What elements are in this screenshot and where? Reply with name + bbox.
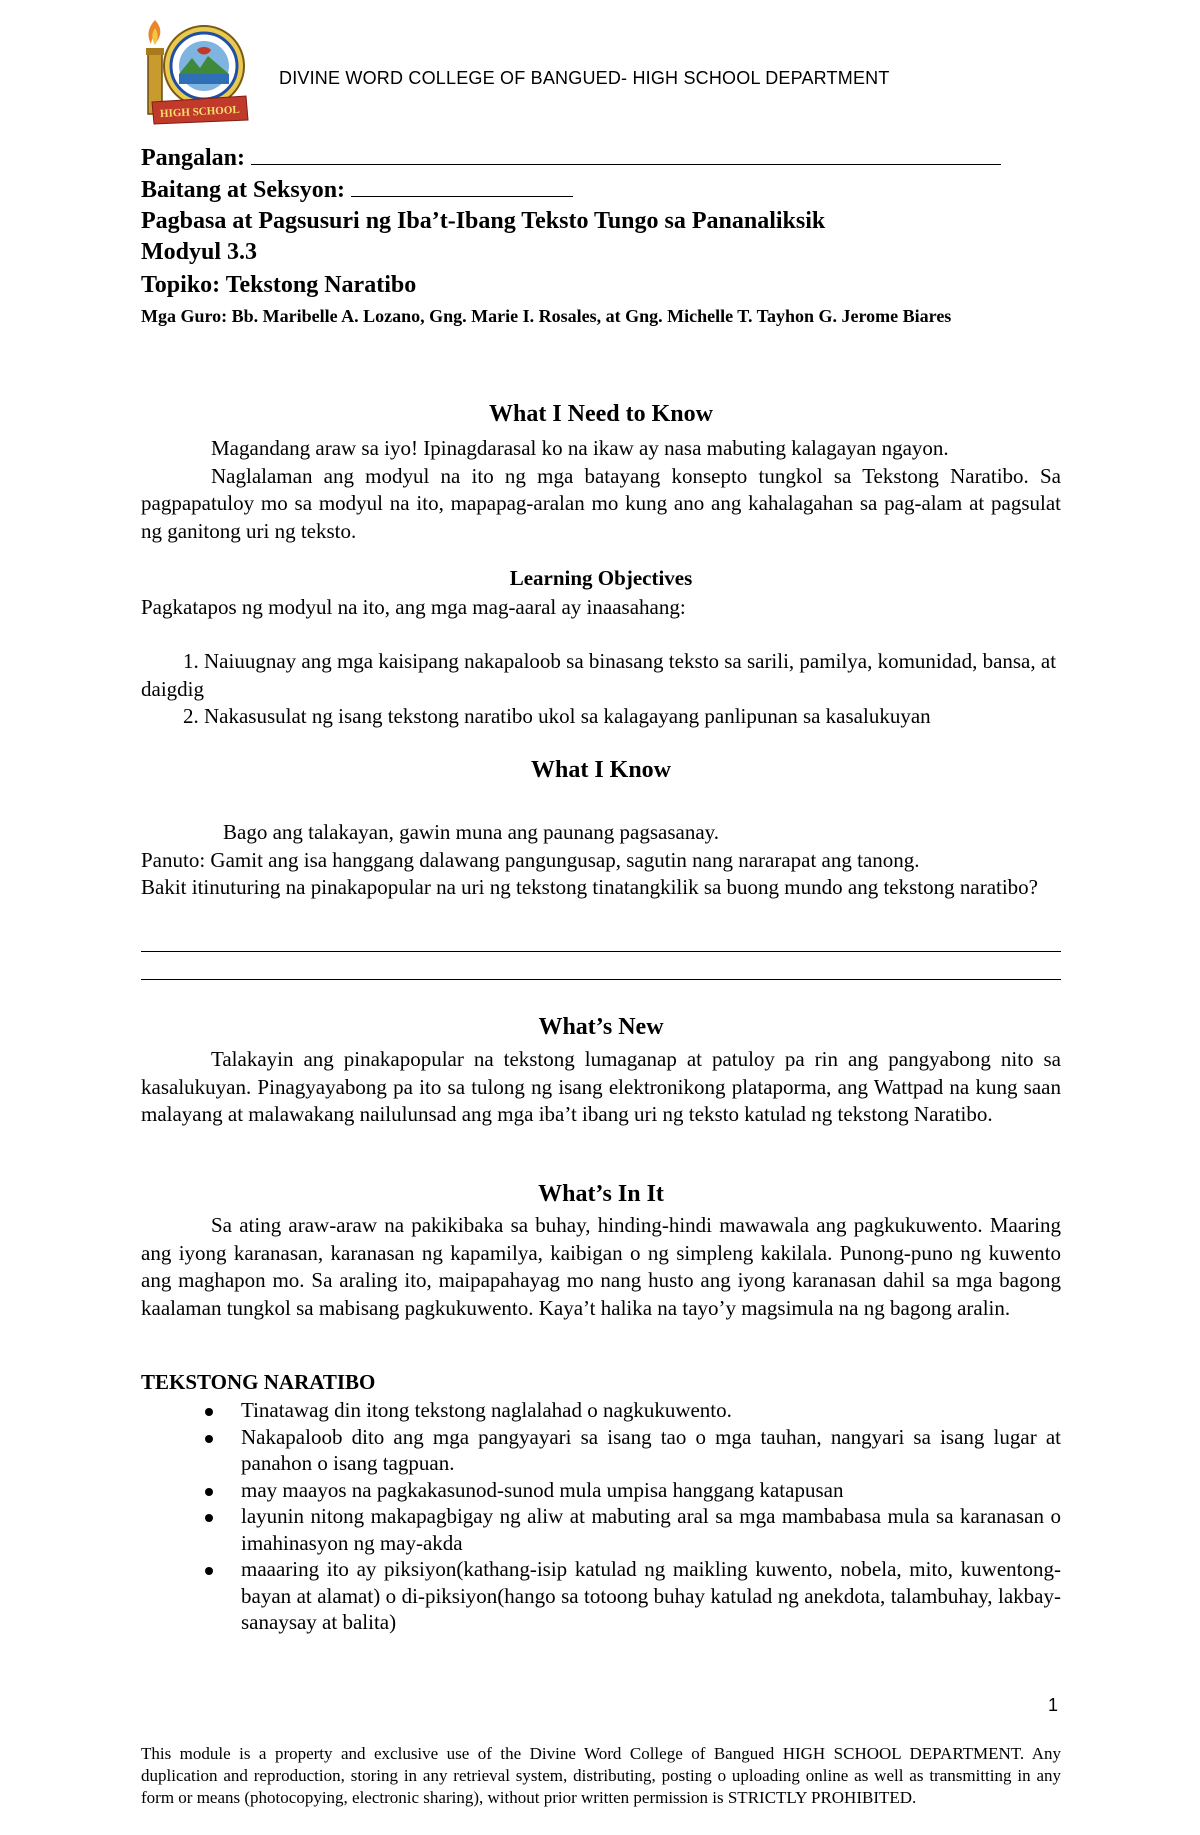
bullet-icon (205, 1408, 213, 1416)
objectives-list (141, 648, 1061, 731)
name-label: Pangalan: (141, 145, 246, 171)
grade-section-label: Baitang at Seksyon: (141, 177, 346, 203)
grade-row (141, 174, 1061, 206)
list-item: maaaring ito ay piksiyon(kathang-isip katulad ng maikling kuwento, nobela, mito, kuwentong-bayan at alamat) o di-piksiyon(hango sa totoong buhay katulad ng anekdota, talambuhay, lakbay-sanaysay at balita) (141, 1556, 1061, 1636)
bullet-icon (205, 1567, 213, 1575)
module-intro-paragraph: Naglalaman ang modyul na ito ng mga batayang konsepto tungkol sa Tekstong Naratibo. Sa pagpapatuloy mo sa modyul na ito, mapapag-aralan mo kung ano ang kahalagahan sa pag-alam at pagsulat ng ganitong uri ng teksto. (141, 463, 1061, 543)
name-field[interactable] (251, 142, 1001, 165)
copyright-footer: This module is a property and exclusive use of the Divine Word College of Bangued HIGH SCHOOL DEPARTMENT. Any duplication and reproduction, storing in any retrieval system, distributing, posting o uploading online as well as transmitting in any form or means (photocopying, electronic sharing), without prior written permission is STRICTLY PROHIBITED. (141, 1744, 1061, 1807)
tekstong-naratibo-heading: TEKSTONG NARATIBO (141, 1370, 376, 1394)
grade-section-field[interactable] (351, 174, 573, 197)
list-item: may maayos na pagkakasunod-sunod mula umpisa hanggang katapusan (141, 1477, 1061, 1504)
whats-in-it-paragraph: Sa ating araw-araw na pakikibaka sa buhay, hinding-hindi mawawala ang pagkukuwento. Maaring ang iyong karanasan, karanasan ng kapamilya, kaibigan o ng simpleng kakilala. Punong-puno ng kuwento ang maghapon mo. Sa araling ito, maipapahayag mo nang husto ang iyong karanasan dahil sa mga bagong kaalaman tungkol sa mabisang pagkukuwento. Kaya’t halika na tayo’y magsimula na ng bagong aralin. (141, 1213, 1061, 1320)
topic-title: Topiko: Tekstong Naratibo (141, 272, 417, 298)
name-row (141, 142, 1061, 174)
answer-line-1[interactable] (141, 951, 1061, 952)
objective-item-1: 1. Naiuugnay ang mga kaisipang nakapaloob sa binasang teksto sa sarili, pamilya, komunidad, bansa, at daigdig (141, 649, 1057, 701)
pretest-question: Bakit itinuturing na pinakapopular na uri ng tekstong tinatangkilik sa buong mundo ang tekstong naratibo? (141, 875, 1039, 899)
section-heading-objectives: Learning Objectives (509, 566, 693, 590)
list-item: layunin nitong makapagbigay ng aliw at mabuting aral sa mga mambabasa mula sa karanasan o imahinasyon ng may-akda (141, 1503, 1061, 1556)
subject-title: Pagbasa at Pagsusuri ng Iba’t-Ibang Teksto Tungo sa Pananaliksik (141, 208, 826, 234)
greeting-text: Magandang araw sa iyo! Ipinagdarasal ko na ikaw ay nasa mabuting kalagayan ngayon. (211, 436, 949, 460)
section-heading-whats-new: What’s New (538, 1014, 664, 1040)
answer-line-2[interactable] (141, 979, 1061, 980)
section-heading-what-i-know: What I Know (530, 757, 672, 783)
school-logo (142, 18, 252, 130)
teachers-list: Mga Guro: Bb. Maribelle A. Lozano, Gng. Marie I. Rosales, at Gng. Michelle T. Tayhon G. Jerome Biares (141, 306, 952, 326)
bullet-icon (205, 1514, 213, 1522)
page-number: 1 (1048, 1695, 1059, 1715)
section-heading-whats-in-it: What’s In It (538, 1181, 664, 1207)
objectives-intro: Pagkatapos ng modyul na ito, ang mga mag-aaral ay inaasahang: (141, 595, 686, 619)
list-item: Nakapaloob dito ang mga pangyayari sa isang tao o mga tauhan, nangyari sa isang lugar at panahon o isang tagpuan. (141, 1424, 1061, 1477)
module-number: Modyul 3.3 (141, 239, 258, 265)
what-i-know-body (141, 819, 1061, 902)
pretest-instructions: Panuto: Gamit ang isa hanggang dalawang pangungusap, sagutin nang nararapat ang tanong. (141, 847, 920, 872)
need-to-know-body (141, 435, 1061, 545)
section-heading-need-to-know: What I Need to Know (488, 401, 713, 427)
list-item: Tinatawag din itong tekstong naglalahad o nagkukuwento. (141, 1397, 1061, 1424)
pretest-intro: Bago ang talakayan, gawin muna ang paunang pagsasanay. (223, 820, 720, 844)
school-header-title: DIVINE WORD COLLEGE OF BANGUED- HIGH SCHOOL DEPARTMENT (279, 68, 890, 88)
bullet-icon (205, 1488, 213, 1496)
tekstong-naratibo-list (141, 1397, 1061, 1636)
whats-new-paragraph: Talakayin ang pinakapopular na tekstong lumaganap at patuloy pa rin ang pangyabong nito sa kasalukuyan. Pinagyayabong pa ito sa tulong ng isang elektronikong plataporma, ang Wattpad na kung saan malayang at malawakang nailulunsad ang mga iba’t ibang uri ng teksto katulad ng tekstong Naratibo. (141, 1047, 1061, 1126)
bullet-icon (205, 1435, 213, 1443)
svg-text:HIGH SCHOOL: HIGH SCHOOL (159, 103, 240, 121)
objective-item-2: 2. Nakasusulat ng isang tekstong naratibo ukol sa kalagayang panlipunan sa kasalukuyan (183, 704, 931, 728)
student-info (141, 142, 1061, 329)
